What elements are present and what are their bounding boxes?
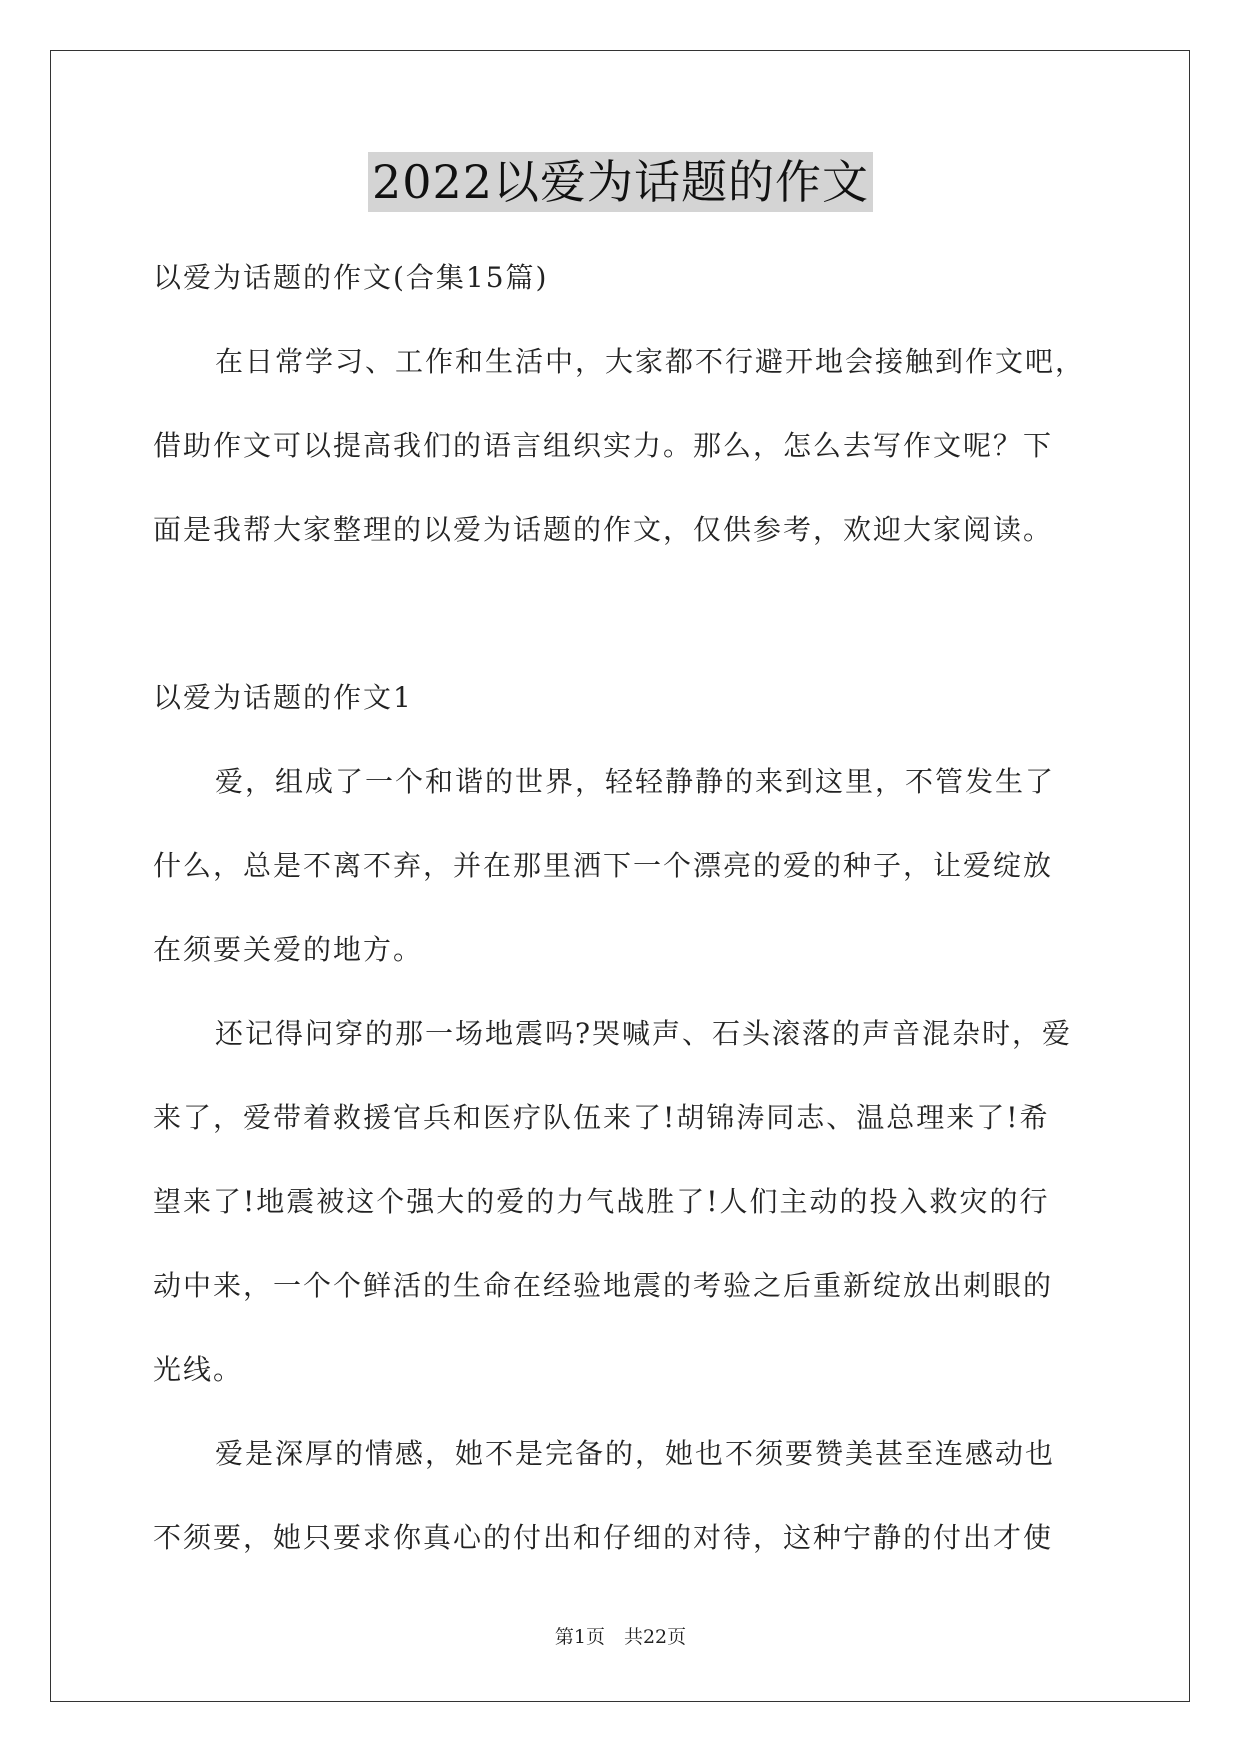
document-title: 2022以爱为话题的作文 — [368, 152, 873, 212]
para2-line: 还记得问穿的那一场地震吗?哭喊声、石头滚落的声音混杂时，爱 — [215, 1017, 1073, 1050]
document-body — [153, 236, 1093, 1580]
intro-line: 借助作文可以提高我们的语言组织实力。那么，怎么去写作文呢？下 — [153, 429, 1054, 462]
document-subtitle: 以爱为话题的作文(合集15篇) — [153, 261, 549, 294]
para3-line: 不须要，她只要求你真心的付出和仔细的对待，这种宁静的付出才使 — [153, 1521, 1054, 1554]
para2-line: 动中来，一个个鲜活的生命在经验地震的考验之后重新绽放出刺眼的 — [153, 1269, 1054, 1302]
title-container — [0, 152, 1241, 212]
intro-line: 面是我帮大家整理的以爱为话题的作文，仅供参考，欢迎大家阅读。 — [153, 513, 1054, 546]
para1-line: 爱，组成了一个和谐的世界，轻轻静静的来到这里，不管发生了 — [215, 765, 1056, 798]
para2-line: 来了，爱带着救援官兵和医疗队伍来了!胡锦涛同志、温总理来了!希 — [153, 1101, 1050, 1134]
para3-line: 爱是深厚的情感，她不是完备的，她也不须要赞美甚至连感动也 — [215, 1437, 1056, 1470]
page-number: 第1页 共22页 — [554, 1626, 687, 1648]
section-heading: 以爱为话题的作文1 — [153, 681, 413, 714]
para2-line: 光线。 — [153, 1353, 244, 1386]
paragraph-gap — [153, 572, 1093, 656]
para1-line: 在须要关爱的地方。 — [153, 933, 424, 966]
intro-line: 在日常学习、工作和生活中，大家都不行避开地会接触到作文吧， — [215, 345, 1086, 378]
para2-line: 望来了!地震被这个强大的爱的力气战胜了!人们主动的投入救灾的行 — [153, 1185, 1050, 1218]
para1-line: 什么，总是不离不弃，并在那里洒下一个漂亮的爱的种子，让爱绽放 — [153, 849, 1054, 882]
